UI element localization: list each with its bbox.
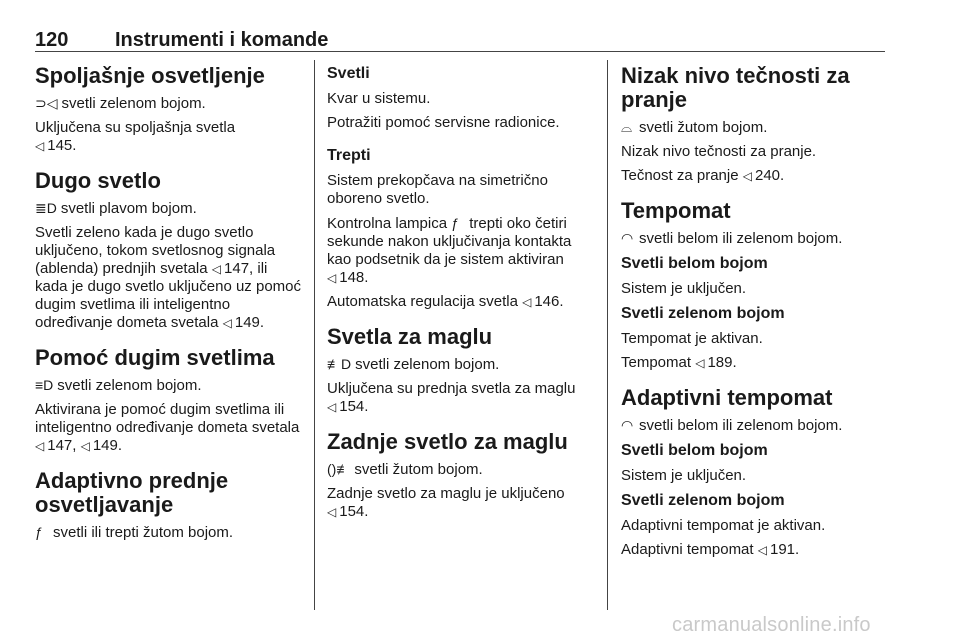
paragraph: Nizak nivo tečnosti za pranje. [621, 143, 817, 160]
column-divider-2 [607, 60, 608, 610]
paragraph: ⌓ svetli žutom bojom. [621, 119, 768, 136]
paragraph: Automatska regulacija svetla ◁ 146. [327, 293, 564, 310]
page-ref-link[interactable]: 145. [47, 137, 77, 154]
column-3 [621, 64, 889, 559]
column-2 [327, 64, 595, 521]
paragraph: Kontrolna lampica ƒ trepti oko četiri sekunde nakon uključivanja kontakta kao podsetnik da je sistem aktiviran ◁ 148. [327, 215, 572, 286]
adaptive-light-icon: ƒ [35, 524, 43, 540]
page-ref-link[interactable]: 154. [339, 503, 369, 520]
cruise-control-icon: ◠ [621, 230, 634, 246]
page-ref-arrow-icon: ◁ [80, 439, 90, 453]
column-divider-1 [314, 60, 315, 610]
exterior-light-icon: ⊃◁ [35, 95, 58, 111]
section-title-rear-fog: Zadnje svetlo za maglu [327, 429, 568, 454]
page-ref-arrow-icon: ◁ [327, 271, 337, 285]
high-beam-assist-icon: ≡D [35, 377, 54, 393]
adaptive-light-icon: ƒ [451, 215, 460, 231]
section-title-high-beam-assist: Pomoć dugim svetlima [35, 345, 275, 370]
section-title-adaptive-cruise: Adaptivni tempomat [621, 385, 833, 410]
page-ref-arrow-icon: ◁ [742, 169, 752, 183]
page-ref-arrow-icon: ◁ [35, 439, 45, 453]
paragraph: ⊃◁ svetli zelenom bojom. [35, 95, 206, 112]
paragraph: Sistem je uključen. [621, 467, 747, 484]
subheading-trepti: Trepti [327, 147, 371, 164]
page-ref-arrow-icon: ◁ [522, 295, 532, 309]
page-header [35, 28, 885, 52]
paragraph: Sistem prekopčava na simetrično oboreno svetlo. [327, 172, 548, 207]
column-1 [35, 64, 303, 542]
page-number: 120 [35, 29, 69, 51]
paragraph: Uključena su spoljašnja svetla ◁ 145. [35, 119, 236, 154]
section-title-washer-fluid: Nizak nivo tečnosti za pranje [621, 63, 850, 112]
page-ref-arrow-icon: ◁ [211, 262, 222, 276]
section-title-fog-lights: Svetla za maglu [327, 324, 493, 349]
paragraph: Sistem je uključen. [621, 280, 747, 297]
page-ref-link[interactable]: 154. [339, 398, 369, 415]
subheading-green: Svetli zelenom bojom [621, 492, 785, 509]
page-ref-arrow-icon: ◁ [222, 316, 232, 330]
paragraph: Tempomat ◁ 189. [621, 354, 737, 371]
paragraph: Tečnost za pranje ◁ 240. [621, 167, 785, 184]
paragraph: ≢D svetli zelenom bojom. [327, 356, 500, 373]
paragraph: ()≢ svetli žutom bojom. [327, 461, 483, 478]
paragraph: ≡D svetli zelenom bojom. [35, 377, 202, 394]
page-ref-link[interactable]: 240. [754, 167, 785, 184]
page-ref-link[interactable]: 149. [234, 314, 265, 331]
paragraph: Adaptivni tempomat je aktivan. [621, 517, 826, 534]
page-ref-link[interactable]: 146. [534, 293, 564, 310]
paragraph: Aktivirana je pomoć dugim svetlima ili inteligentno određivanje dometa svetala ◁ 147, ◁ 149. [35, 401, 300, 454]
front-fog-light-icon: ≢D [327, 356, 352, 372]
paragraph: Svetli zeleno kada je dugo svetlo uključeno, tokom svetlosnog signala (ablenda) prednjih svetala ◁ 147, ili kada je dugo svetlo uključeno uz pomoć dugim svetlima ili inteligentno određivanje dometa svetala ◁ 149. [35, 224, 302, 331]
page-ref-arrow-icon: ◁ [695, 356, 705, 370]
subheading-white: Svetli belom bojom [621, 442, 768, 459]
section-title-exterior-light: Spoljašnje osvetljenje [35, 63, 265, 88]
chapter-title: Instrumenti i komande [115, 29, 329, 51]
page-ref-link[interactable]: 147, [47, 437, 77, 454]
paragraph: Zadnje svetlo za maglu je uključeno ◁ 154. [327, 485, 565, 520]
page-ref-link[interactable]: 191. [769, 541, 800, 558]
paragraph: Tempomat je aktivan. [621, 330, 763, 347]
washer-fluid-icon: ⌓ [621, 119, 633, 135]
paragraph: Kvar u sistemu. [327, 90, 431, 107]
paragraph: Potražiti pomoć servisne radionice. [327, 114, 560, 131]
page-ref-arrow-icon: ◁ [327, 400, 337, 414]
page-ref-arrow-icon: ◁ [757, 543, 767, 557]
header-rule [35, 51, 885, 52]
section-title-adaptive-light: Adaptivno prednje osvetljavanje [35, 468, 229, 517]
watermark: carmanualsonline.info [672, 614, 871, 636]
page-ref-arrow-icon: ◁ [35, 139, 45, 153]
section-title-high-beam: Dugo svetlo [35, 168, 161, 193]
rear-fog-light-icon: ()≢ [327, 461, 351, 477]
paragraph: Uključena su prednja svetla za maglu ◁ 154. [327, 380, 576, 415]
subheading-svetli: Svetli [327, 65, 370, 82]
page-ref-link[interactable]: 189. [707, 354, 737, 371]
section-title-cruise-control: Tempomat [621, 198, 731, 223]
paragraph: ◠ svetli belom ili zelenom bojom. [621, 417, 843, 434]
paragraph: ƒ svetli ili trepti žutom bojom. [35, 524, 234, 541]
page-ref-arrow-icon: ◁ [327, 505, 337, 519]
subheading-white: Svetli belom bojom [621, 255, 768, 272]
adaptive-cruise-icon: ◠ [621, 417, 634, 433]
paragraph: ◠ svetli belom ili zelenom bojom. [621, 230, 843, 247]
paragraph: Adaptivni tempomat ◁ 191. [621, 541, 800, 558]
paragraph: ≣D svetli plavom bojom. [35, 200, 197, 217]
subheading-green: Svetli zelenom bojom [621, 305, 785, 322]
page-ref-link[interactable]: 149. [92, 437, 123, 454]
high-beam-icon: ≣D [35, 200, 57, 216]
page-ref-link[interactable]: 148. [339, 269, 369, 286]
